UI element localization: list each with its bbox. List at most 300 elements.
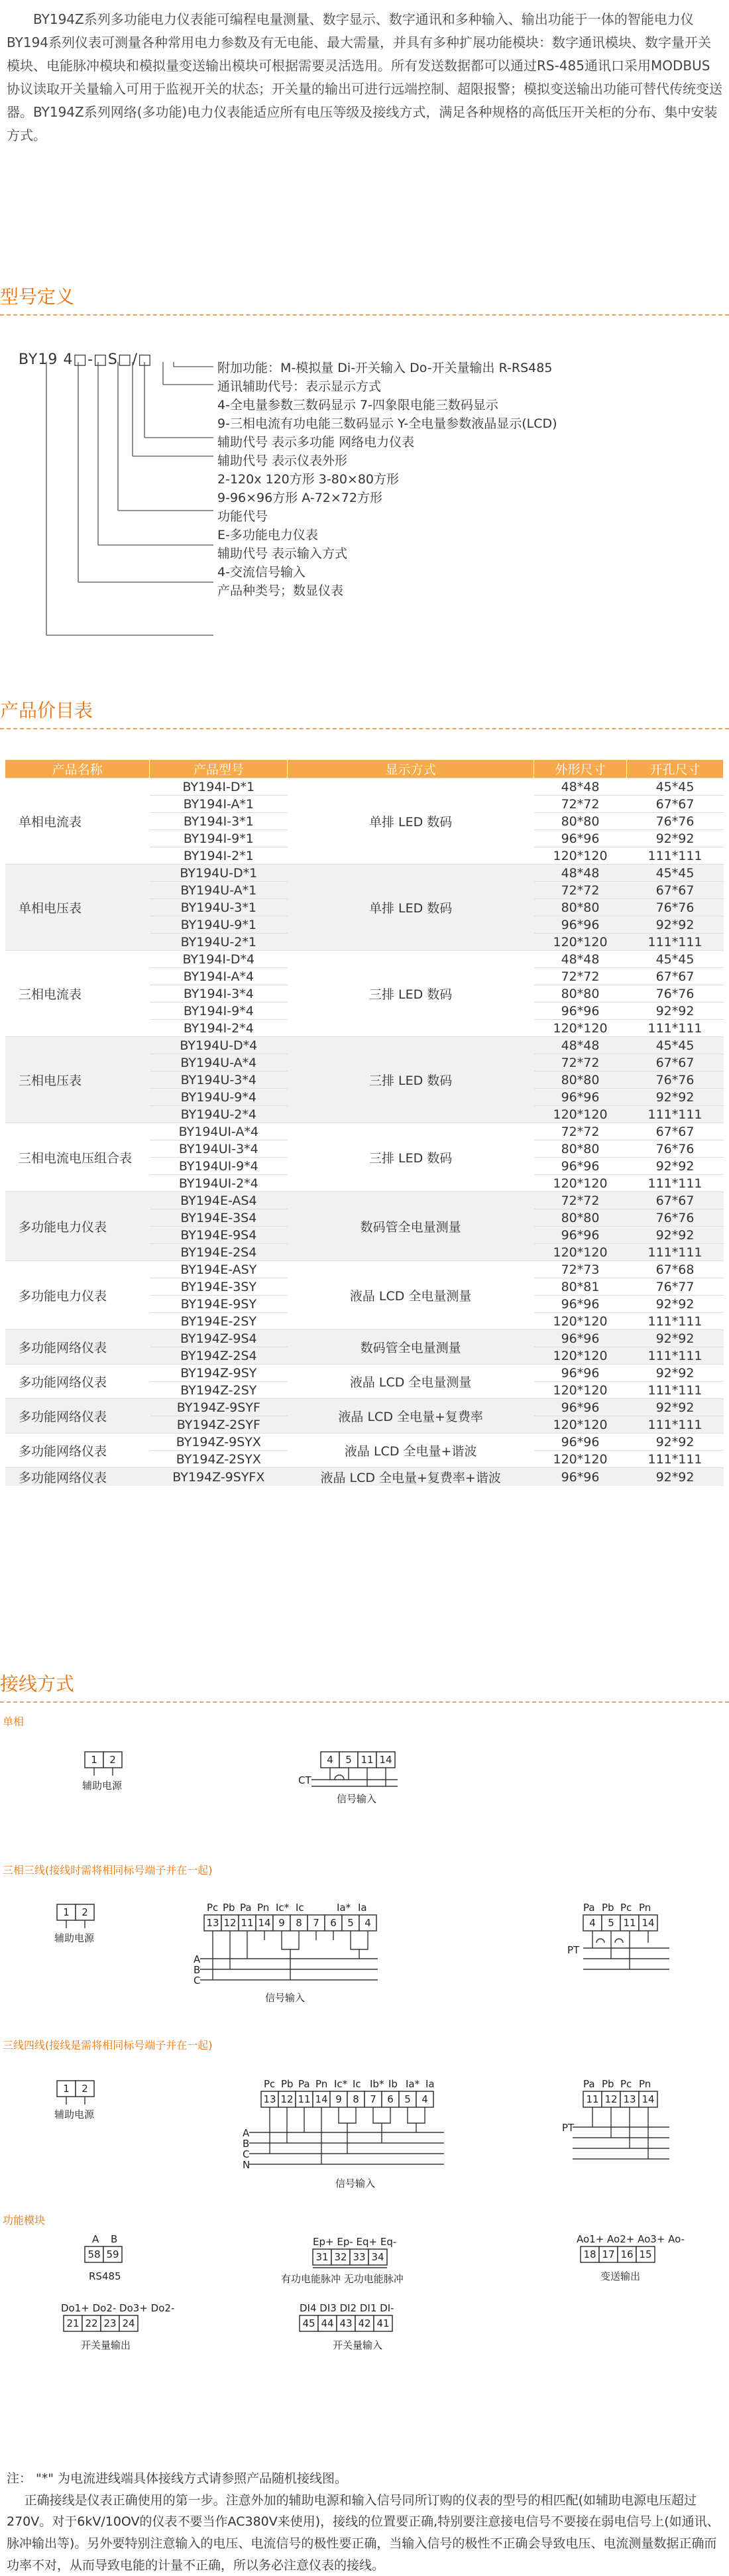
3p3w-aux-power-terminals [54,1904,95,1944]
cutout-size-cell: 67*67 [627,796,724,813]
terminal-label: 4 [364,1917,371,1929]
signal-input-label: 信号输入 [337,1793,377,1805]
section-divider [0,1701,729,1703]
terminal-label: 1 [91,1754,97,1766]
outer-size-cell: 72*72 [534,1054,627,1072]
outer-size-cell: 96*96 [534,1089,627,1106]
price-table [5,760,724,1486]
product-model-cell: BY194I-2*1 [150,847,288,865]
terminal-top-label: Ic [296,1902,304,1914]
pt-label: PT [567,1944,580,1956]
cutout-size-cell: 76*77 [627,1278,724,1296]
terminal-label: 59 [106,2248,119,2260]
cutout-size-cell: 76*76 [627,899,724,916]
cutout-size-cell: 76*76 [627,985,724,1003]
product-model-cell: BY194I-3*4 [150,985,288,1003]
rs485-top-label: B [111,2233,118,2245]
cutout-size-cell: 92*92 [627,1399,724,1416]
terminal-label: 13 [206,1917,219,1929]
cutout-size-cell: 76*76 [627,813,724,830]
product-name-cell: 三相电压表 [5,1037,150,1123]
price-table-header-row [5,760,724,778]
outer-size-cell: 120*120 [534,1347,627,1365]
wire [596,1939,604,1943]
product-model-cell: BY194U-2*1 [150,934,288,951]
model-def-row: E-多功能电力仪表 [217,528,318,542]
product-model-cell: BY194U-9*4 [150,1089,288,1106]
display-mode-cell: 三排 LED 数码 [288,1123,534,1192]
terminal-label: 4 [589,1917,596,1929]
pt-top-label: Pn [639,2078,651,2090]
terminal-label: 21 [66,2317,80,2329]
single-aux-power-terminals [82,1752,123,1792]
product-model-cell: BY194I-D*1 [150,778,288,796]
terminal-top-label: Pb [223,1902,235,1914]
cutout-size-cell: 111*111 [627,1244,724,1261]
outer-size-cell: 80*80 [534,1140,627,1158]
table-row [5,1037,724,1054]
terminal-label: 5 [608,1917,614,1929]
terminal-label: 4 [327,1754,333,1766]
terminal-label: 22 [85,2317,98,2329]
terminal-top-label: Pc [207,1902,219,1914]
terminal-label: 4 [421,2093,428,2105]
terminal-label: 23 [103,2317,117,2329]
wire [615,1939,623,1943]
terminal-top-label: Ib* [370,2078,384,2090]
cutout-size-cell: 111*111 [627,1020,724,1037]
terminal-label: 2 [82,2083,88,2095]
aux-power-label: 辅助电源 [82,1780,123,1792]
outer-size-cell: 96*96 [534,1434,627,1451]
phase-label: B [243,2138,250,2150]
product-model-cell: BY194U-D*4 [150,1037,288,1054]
terminal-label: 34 [371,2251,384,2263]
product-model-cell: BY194U-3*4 [150,1072,288,1089]
display-mode-cell: 液晶 LCD 全电量+谐波 [288,1434,534,1468]
model-def-row: 9-96×96方形 A-72×72方形 [217,491,382,505]
cutout-size-cell: 67*67 [627,1054,724,1072]
cutout-size-cell: 92*92 [627,1296,724,1313]
outer-size-cell: 80*80 [534,985,627,1003]
wire [339,2116,356,2123]
table-row [5,951,724,968]
product-model-cell: BY194I-9*1 [150,830,288,847]
terminal-top-label: Ia* [337,1902,351,1914]
terminal-label: 6 [387,2093,394,2105]
phase-label: N [243,2159,251,2171]
terminal-label: 13 [623,2093,636,2105]
product-name-cell: 多功能网络仪表 [5,1468,150,1487]
terminal-label: 24 [122,2317,135,2329]
pt-top-label: Pc [620,2078,632,2090]
product-model-cell: BY194E-2SY [150,1313,288,1330]
section-title-model [0,282,729,309]
terminal-label: 9 [335,2093,342,2105]
product-model-cell: BY194U-2*4 [150,1106,288,1123]
outer-size-cell: 96*96 [534,916,627,934]
cutout-size-cell: 111*111 [627,1451,724,1468]
outer-size-cell: 80*81 [534,1278,627,1296]
outer-size-cell: 80*80 [534,813,627,830]
wiring-3p4w-title: 三线四线(接线是需将相同标号端子并在一起) [3,2039,213,2052]
ct-label: CT [298,1774,311,1786]
model-def-row: 辅助代号 表示多功能 网络电力仪表 [217,435,415,450]
model-def-row: 通讯辅助代号：表示显示方式 [217,379,382,394]
section-title-model-text: 型号定义 [0,286,75,308]
product-model-cell: BY194U-3*1 [150,899,288,916]
cutout-size-cell: 111*111 [627,934,724,951]
cutout-size-cell: 76*76 [627,1140,724,1158]
table-row [5,1330,724,1347]
cutout-size-cell: 92*92 [627,1158,724,1175]
terminal-label: 5 [404,2093,411,2105]
analog-top-label: Ao1+ Ao2+ Ao3+ Ao- [577,2233,685,2245]
outer-size-cell: 96*96 [534,1330,627,1347]
display-mode-cell: 单排 LED 数码 [288,865,534,951]
pt-top-label: Pb [602,2078,614,2090]
outer-size-cell: 48*48 [534,865,627,882]
wire [408,2116,425,2123]
pt-label: PT [562,2122,575,2134]
product-model-cell: BY194I-2*4 [150,1020,288,1037]
cutout-size-cell: 67*67 [627,1192,724,1209]
wiring-diagrams [0,1711,729,2374]
product-name-cell: 三相电流表 [5,951,150,1037]
product-model-cell: BY194Z-2SYF [150,1416,288,1434]
product-model-cell: BY194Z-2SYX [150,1451,288,1468]
outer-size-cell: 72*72 [534,968,627,985]
terminal-label: 32 [334,2251,347,2263]
table-row [5,1399,724,1416]
display-mode-cell: 三排 LED 数码 [288,951,534,1037]
display-mode-cell: 液晶 LCD 全电量测量 [288,1261,534,1330]
terminal-label: 11 [623,1917,636,1929]
terminal-top-label: Pa [298,2078,310,2090]
outer-size-cell: 120*120 [534,1106,627,1123]
terminal-label: 41 [376,2317,390,2329]
wire [351,1940,368,1949]
phase-label: A [194,1953,201,1965]
model-def-row: 附加功能：M-模拟量 Di-开关输入 Do-开关量输出 R-RS485 [217,361,553,375]
terminal-top-label: Pb [281,2078,294,2090]
model-def-row: 9-三相电流有功电能三数码显示 Y-全电量参数液晶显示(LCD) [217,416,557,431]
terminal-label: 12 [223,1917,237,1929]
rs485-label: RS485 [89,2270,121,2282]
terminal-label: 42 [358,2317,371,2329]
display-mode-cell: 单排 LED 数码 [288,778,534,865]
cutout-size-cell: 67*67 [627,968,724,985]
aux-power-label: 辅助电源 [54,1932,95,1944]
3p3w-pt-terminals [583,1915,669,1969]
terminal-label: 17 [602,2248,615,2260]
product-name-cell: 单相电压表 [5,865,150,951]
terminal-label: 12 [604,2093,618,2105]
product-model-cell: BY194E-3S4 [150,1209,288,1227]
rs485-top-label: A [92,2233,99,2245]
terminal-label: 8 [353,2093,359,2105]
outer-size-cell: 96*96 [534,1365,627,1382]
cutout-size-cell: 67*67 [627,882,724,899]
cutout-size-cell: 111*111 [627,1313,724,1330]
model-def-row: 4-全电量参数三数码显示 7-四象限电能三数码显示 [217,398,498,412]
outer-size-cell: 72*73 [534,1261,627,1278]
terminal-label: 6 [330,1917,337,1929]
section-divider [0,314,729,316]
product-model-cell: BY194U-9*1 [150,916,288,934]
outer-size-cell: 120*120 [534,1244,627,1261]
terminal-label: 5 [347,1917,354,1929]
model-def-row: 功能代号 [217,509,268,524]
product-model-cell: BY194Z-2SY [150,1382,288,1399]
pt-top-label: Pc [620,1902,632,1914]
pt-top-label: Pn [639,1902,651,1914]
terminal-label: 2 [82,1906,88,1918]
product-model-cell: BY194E-AS4 [150,1192,288,1209]
outer-size-cell: 96*96 [534,1158,627,1175]
display-mode-cell: 液晶 LCD 全电量+复费率+谐波 [288,1468,534,1487]
display-mode-cell: 三排 LED 数码 [288,1037,534,1123]
pulse-top-label: Ep+ Ep- Eq+ Eq- [313,2236,397,2248]
cutout-size-cell: 92*92 [627,1227,724,1244]
cutout-size-cell: 67*68 [627,1261,724,1278]
product-model-cell: BY194Z-9SY [150,1365,288,1382]
outer-size-cell: 120*120 [534,934,627,951]
cutout-size-cell: 76*76 [627,1209,724,1227]
terminal-top-label: Pc [264,2078,276,2090]
product-name-cell: 多功能网络仪表 [5,1434,150,1468]
wiring-single-title: 单相 [3,1715,25,1728]
terminal-label: 7 [313,1917,319,1929]
3p4w-aux-power-terminals [54,2081,95,2120]
display-mode-cell: 液晶 LCD 全电量测量 [288,1365,534,1399]
product-model-cell: BY194E-9S4 [150,1227,288,1244]
di-top-label: DI4 DI3 DI2 DI1 DI- [300,2302,394,2314]
display-mode-cell: 数码管全电量测量 [288,1330,534,1365]
phase-label: C [243,2148,250,2160]
note-block [7,2468,722,2576]
cutout-size-cell: 45*45 [627,1037,724,1054]
cutout-size-cell: 111*111 [627,1382,724,1399]
price-table-body [5,778,724,1487]
cutout-size-cell: 45*45 [627,778,724,796]
display-mode-cell: 数码管全电量测量 [288,1192,534,1261]
outer-size-cell: 120*120 [534,1313,627,1330]
outer-size-cell: 80*80 [534,1072,627,1089]
terminal-label: 14 [258,1917,271,1929]
wire [373,2116,390,2123]
terminal-top-label: Ia* [406,2078,420,2090]
product-model-cell: BY194I-9*4 [150,1003,288,1020]
terminal-label: 33 [353,2251,366,2263]
3p4w-pt-terminals [573,2091,669,2159]
outer-size-cell: 96*96 [534,1296,627,1313]
outer-size-cell: 120*120 [534,847,627,865]
product-model-cell: BY194E-9SY [150,1296,288,1313]
terminal-label: 8 [296,1917,302,1929]
terminal-label: 58 [87,2248,101,2260]
model-def-row: 辅助代号 表示输入方式 [217,546,348,561]
product-model-cell: BY194I-A*4 [150,968,288,985]
outer-size-cell: 120*120 [534,1382,627,1399]
terminal-label: 14 [642,2093,655,2105]
table-row [5,1468,724,1487]
terminal-label: 11 [298,2093,311,2105]
product-name-cell: 多功能电力仪表 [5,1192,150,1261]
product-model-cell: BY194E-2S4 [150,1244,288,1261]
outer-size-cell: 72*72 [534,1123,627,1140]
outer-size-cell: 72*72 [534,1192,627,1209]
phase-label: C [194,1975,201,1987]
outer-size-cell: 80*80 [534,1209,627,1227]
header-product-model: 产品型号 [150,760,288,778]
outer-size-cell: 120*120 [534,1451,627,1468]
terminal-label: 11 [586,2093,599,2105]
terminal-label: 43 [339,2317,353,2329]
terminal-label: 44 [321,2317,334,2329]
pt-top-label: Pa [583,1902,595,1914]
signal-input-label: 信号输入 [335,2177,376,2189]
do-top-label: Do1+ Do2- Do3+ Do2- [61,2302,175,2314]
table-row [5,1365,724,1382]
terminal-label: 14 [315,2093,328,2105]
product-model-cell: BY194UI-9*4 [150,1158,288,1175]
product-model-cell: BY194E-ASY [150,1261,288,1278]
product-name-cell: 多功能电力仪表 [5,1261,150,1330]
table-row [5,1261,724,1278]
cutout-size-cell: 111*111 [627,1416,724,1434]
wiring-modules-title: 功能模块 [3,2214,46,2227]
section-title-price-text: 产品价目表 [0,700,93,721]
outer-size-cell: 96*96 [534,1227,627,1244]
terminal-label: 1 [63,2083,70,2095]
single-signal-terminals [298,1752,398,1805]
terminal-top-label: Ia [358,1902,367,1914]
do-output-label: 开关量输出 [81,2339,131,2351]
model-def-row: 辅助代号 表示仪表外形 [217,454,348,468]
phase-label: B [194,1964,201,1976]
terminal-top-label: Ic* [276,1902,290,1914]
analog-output-label: 变送输出 [600,2270,641,2282]
product-model-cell: BY194I-D*4 [150,951,288,968]
product-name-cell: 多功能网络仪表 [5,1330,150,1365]
outer-size-cell: 96*96 [534,1003,627,1020]
product-model-cell: BY194UI-3*4 [150,1140,288,1158]
pulse-output-label: 有功电能脉冲 无功电能脉冲 [281,2273,404,2285]
outer-size-cell: 96*96 [534,830,627,847]
product-model-cell: BY194E-3SY [150,1278,288,1296]
terminal-label: 5 [345,1754,352,1766]
cutout-size-cell: 111*111 [627,1175,724,1192]
note-line-1: 注： "*" 为电流进线端具体接线方式请参照产品随机接线图。 [7,2471,348,2486]
cutout-size-cell: 111*111 [627,847,724,865]
section-title-price [0,696,729,723]
terminal-label: 31 [315,2251,329,2263]
terminal-label: 15 [639,2248,652,2260]
model-def-row: 产品种类号；数显仪表 [217,583,344,598]
product-model-cell: BY194U-A*4 [150,1054,288,1072]
wire [282,1940,299,1949]
product-model-cell: BY194Z-9SYFX [150,1468,288,1487]
cutout-size-cell: 67*67 [627,1123,724,1140]
terminal-label: 45 [302,2317,315,2329]
product-name-cell: 多功能网络仪表 [5,1365,150,1399]
intro-paragraph: BY194Z系列多功能电力仪表能可编程电量测量、数字显示、数字通讯和多种输入、输出功能于一体的智能电力仪BY194系列仪表可测量各种常用电力参数及有无电能、最大需量，并具有多种扩展功能模块：数字通讯模块、数字量开关模块、电能脉冲模块和模拟量变送输出模块可根据需要灵活选用。所有发送数据都可以通过RS-485通讯口采用MODBUS协议读取开关量输入可用于监视开关的状态；开关量的输出可进行远端控制、超限报警；模拟变送输出功能可替代传统变送器。BY194Z系列网络(多功能)电力仪表能适应所有电压等级及接线方式，满足各种规格的高低压开关柜的分布、集中安装方式。 [7,11,722,143]
terminal-label: 12 [280,2093,294,2105]
terminal-label: 14 [379,1754,392,1766]
cutout-size-cell: 92*92 [627,1434,724,1451]
terminal-label: 11 [361,1754,374,1766]
terminal-label: 16 [620,2248,634,2260]
cutout-size-cell: 92*92 [627,1468,724,1487]
header-cutout-size: 开孔尺寸 [627,760,724,778]
product-model-cell: BY194Z-9S4 [150,1330,288,1347]
section-divider [0,728,729,729]
model-def-row: 2-120x 120方形 3-80×80方形 [217,472,400,487]
outer-size-cell: 120*120 [534,1416,627,1434]
outer-size-cell: 120*120 [534,1175,627,1192]
cutout-size-cell: 111*111 [627,1106,724,1123]
cutout-size-cell: 76*76 [627,1072,724,1089]
product-model-cell: BY194I-A*1 [150,796,288,813]
product-model-cell: BY194Z-9SYF [150,1399,288,1416]
table-row [5,1192,724,1209]
terminal-label: 14 [642,1917,655,1929]
product-name-cell: 三相电流电压组合表 [5,1123,150,1192]
di-input-label: 开关量输入 [333,2339,383,2351]
outer-size-cell: 96*96 [534,1468,627,1487]
cutout-size-cell: 45*45 [627,865,724,882]
table-row [5,778,724,796]
outer-size-cell: 80*80 [534,899,627,916]
cutout-size-cell: 92*92 [627,1330,724,1347]
wiring-3p3w-title: 三相三线(接线时需将相同标号端子并在一起) [3,1864,213,1876]
cutout-size-cell: 111*111 [627,1347,724,1365]
phase-label: A [243,2127,250,2139]
header-product-name: 产品名称 [5,760,150,778]
section-title-wiring-text: 接线方式 [0,1673,75,1695]
signal-input-label: 信号输入 [265,1992,306,2004]
model-def-row: 4-交流信号输入 [217,565,306,580]
outer-size-cell: 48*48 [534,778,627,796]
terminal-label: 18 [583,2248,596,2260]
terminal-label: 7 [370,2093,376,2105]
cutout-size-cell: 92*92 [627,830,724,847]
product-model-cell: BY194U-D*1 [150,865,288,882]
outer-size-cell: 120*120 [534,1020,627,1037]
cutout-size-cell: 92*92 [627,916,724,934]
outer-size-cell: 48*48 [534,1037,627,1054]
terminal-top-label: Ic* [334,2078,348,2090]
note-line-2: 正确接线是仪表正确使用的第一步。注意外加的辅助电源和输入信号同所订购的仪表的型号的相匹配(如辅助电源电压超过270V。对于6kV/10OV的仪表不要当作AC380V来使用)，接线的位置要正确,特别要注意接电信号不要接在弱电信号上(如通讯、脉冲输出等)。另外要特别注意输入的电压、电流信号的极性要正确，当输入信号的极性不正确会导致电压、电流测量数据正确而功率不对，从而导致电能的计量不正确，所以务必注意仪表的接线。 [7,2492,720,2573]
terminal-top-label: Ib [388,2078,398,2090]
terminal-label: 13 [263,2093,276,2105]
cutout-size-cell: 92*92 [627,1089,724,1106]
header-outer-size: 外形尺寸 [534,760,627,778]
cutout-size-cell: 45*45 [627,951,724,968]
product-model-cell: BY194UI-2*4 [150,1175,288,1192]
pt-top-label: Pb [602,1902,614,1914]
terminal-label: 9 [278,1917,285,1929]
product-model-cell: BY194U-A*1 [150,882,288,899]
cutout-size-cell: 92*92 [627,1365,724,1382]
function-module-terminals [64,2246,655,2331]
product-model-cell: BY194Z-9SYX [150,1434,288,1451]
section-title-wiring [0,1670,729,1696]
terminal-label: 11 [241,1917,254,1929]
cutout-size-cell: 92*92 [627,1003,724,1020]
3p3w-signal-terminals [200,1915,378,1980]
